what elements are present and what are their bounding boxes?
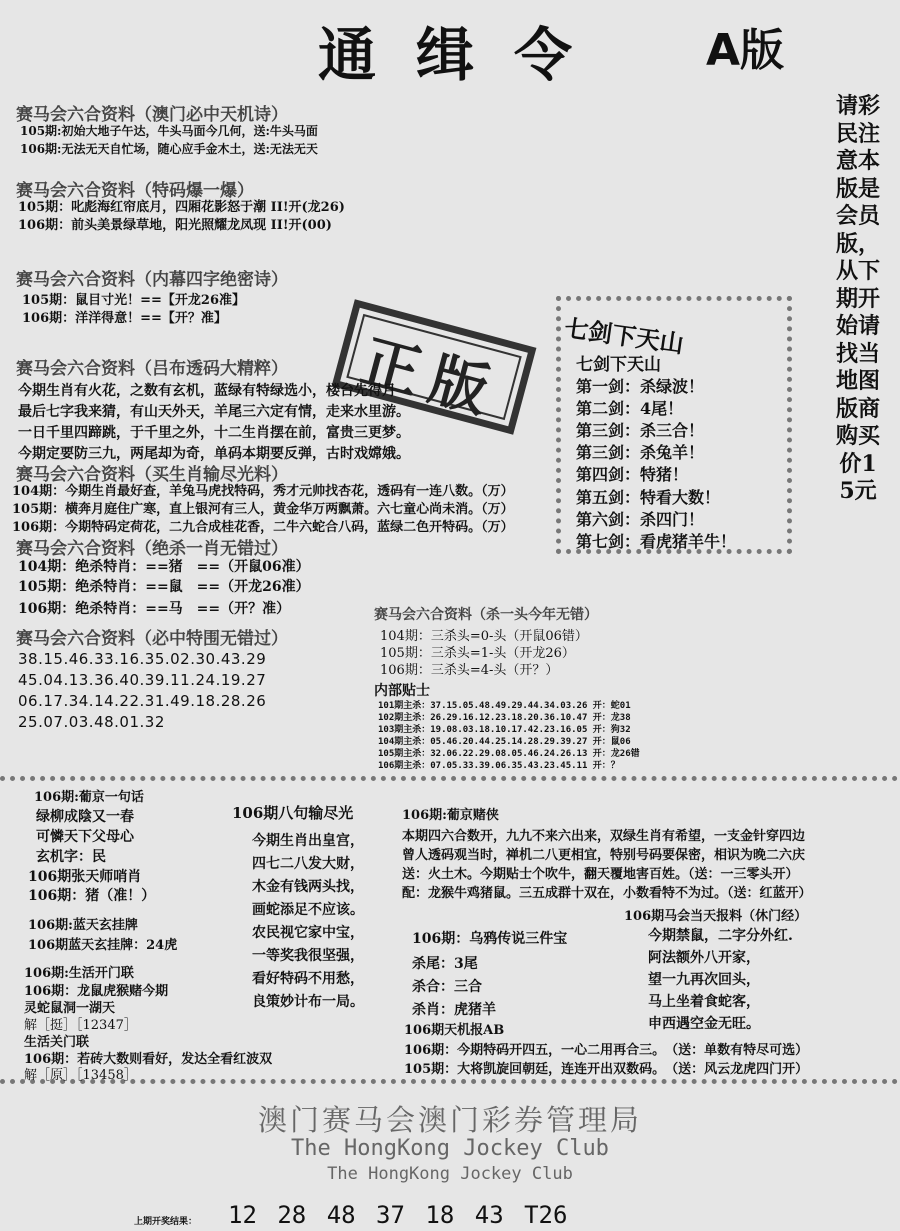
killone-line: 105期：绝杀特肖：==鼠 ==（开龙26准） (18, 579, 310, 595)
eight-line: 农民视它家中宝， (252, 925, 364, 941)
member-notice: 请彩民注意本版是会员版，从下期开始请找当地图版商购买价15元 (836, 93, 881, 504)
sword-item: 第五剑：特看大数！ (576, 488, 721, 507)
sword-item: 第三剑：杀三合！ (576, 421, 705, 440)
number-row: 45.04.13.36.40.39.11.24.19.27 (18, 671, 267, 689)
divider-line (0, 776, 898, 781)
section-title-special: 赛马会六合资料（特码爆一爆） (16, 181, 254, 201)
number-row: 25.07.03.48.01.32 (18, 713, 165, 731)
gambler-line: 曾人透码观当时，禅机二八更相宜，特别号码要保密，相识为晚二六庆 (402, 848, 806, 863)
secret-line: 105期：鼠目寸光！==【开龙26准】 (22, 293, 246, 308)
sword-item: 第一剑：杀绿波！ (576, 377, 705, 396)
insider-line: 106期主杀：07.05.33.39.06.35.43.23.45.11 开：？ (378, 761, 620, 771)
jockey-line: 申西遇空金无旺。 (648, 1016, 760, 1032)
sword-item: 第四剑：特猪！ (576, 465, 689, 484)
insider-title: 内部贴士 (374, 683, 430, 699)
special-line: 105期：叱彪海红帘底月，四厢花影怒于潮 II!开(龙26) (18, 200, 345, 215)
eight-line: 今期生肖出皇宫， (252, 833, 364, 849)
edition-label: A版 (706, 25, 785, 76)
tianji-title: 106期天机报AB (404, 1023, 505, 1038)
open-door-answer: 解［挺］［12347］ (24, 1018, 137, 1033)
zhang-line: 106期：猪（准！） (28, 888, 156, 904)
sword-item: 第六剑：杀四门！ (576, 510, 705, 529)
close-door-title: 生活关门联 (24, 1035, 90, 1050)
killhead-line: 104期：三杀头=0-头（开鼠06错） (380, 629, 588, 644)
section-title-lubu: 赛马会六合资料（吕布透码大精粹） (16, 359, 288, 379)
section-title-poem: 赛马会六合资料（澳门必中天机诗） (16, 105, 288, 125)
lubu-line: 今期定要防三九，两尾却为奇，单码本期要反弹，古时戏嫦娥。 (18, 446, 410, 462)
eight-line: 木金有钱两头找， (252, 879, 364, 895)
capital-line: 绿柳成陰又一春 (36, 809, 134, 825)
poem-line: 105期:初始大地子午达，牛头马面今几何，送:牛头马面 (20, 124, 318, 138)
crow-line: 杀尾：3尾 (412, 956, 478, 972)
seven-swords-title: 七剑下天山 (562, 314, 686, 359)
capital-title: 106期:葡京一句话 (34, 790, 144, 805)
jockey-line: 马上坐着食蛇客， (648, 994, 760, 1010)
killhead-line: 105期：三杀头=1-头（开龙26） (380, 646, 575, 661)
eight-lines-title: 106期八句输尽光 (232, 804, 354, 822)
zhang-title: 106期张天师哨肖 (28, 869, 142, 885)
zodiac-line: 105期：横奔月庭住广寒，直上银河有三人，黄金华万两飘萧。六七童心尚未消。（万） (12, 502, 514, 517)
insider-line: 102期主杀：26.29.16.12.23.18.20.36.10.47 开：龙38 (378, 713, 631, 723)
eight-line: 画蛇添足不应该。 (252, 902, 364, 918)
open-door-line: 106期：龙鼠虎猴赌今期 (24, 984, 169, 999)
lubu-line: 最后七字我来猜，有山天外天，羊尾三六定有情，走来水里游。 (18, 404, 410, 420)
sword-item: 第二剑：4尾！ (576, 399, 684, 418)
section-title-secret: 赛马会六合资料（内幕四字绝密诗） (16, 270, 288, 290)
jockey-line: 望一九再次回头， (648, 972, 760, 988)
insider-line: 101期主杀：37.15.05.48.49.29.44.34.03.26 开：蛇01 (378, 701, 631, 711)
tianji-line: 105期：大将凯旋回朝廷，连连开出双数码。 （送：风云龙虎四门开） (404, 1062, 809, 1077)
capital-line: 可憐天下父母心 (36, 829, 134, 845)
close-door-answer: 解［原］［13458］ (24, 1068, 137, 1083)
result-numbers: 12 28 48 37 18 43 T26 (228, 1201, 568, 1229)
seven-swords-subtitle: 七剑下天山 (576, 355, 661, 375)
open-door-title: 106期:生活开门联 (24, 966, 134, 981)
lubu-line: 今期生肖有火花，之数有玄机，蓝绿有特绿选小，楼台先得月 (18, 383, 396, 399)
sword-item: 第七剑：看虎猪羊牛！ (576, 532, 737, 551)
lantian-line: 106期蓝天玄挂牌：24虎 (28, 938, 178, 953)
lubu-line: 一日千里四蹄跳，于千里之外，十二生肖摆在前，富贵三更梦。 (18, 425, 410, 441)
eight-line: 四七二八发大财， (252, 856, 364, 872)
eight-line: 良策妙计布一局。 (252, 994, 364, 1010)
gambler-title: 106期:葡京赌侠 (402, 808, 499, 823)
secret-line: 106期：洋洋得意！==【开？准】 (22, 311, 227, 326)
footer-org: 澳门赛马会澳门彩券管理局 (257, 1103, 642, 1137)
jockey-title: 106期马会当天报料（休门经） (624, 909, 808, 924)
zodiac-line: 106期：今期特码定荷花，二九合成桂花香，二牛六蛇合八码，蓝绿二色开特码。（万） (12, 520, 514, 535)
jockey-line: 今期禁鼠，二字分外红. (648, 928, 793, 944)
section-title-numbers: 赛马会六合资料（必中特围无错过） (16, 629, 288, 649)
insider-line: 103期主杀：19.08.03.18.10.17.42.23.16.05 开：狗32 (378, 725, 631, 735)
footer-english-small: The HongKong Jockey Club (327, 1164, 573, 1184)
insider-line: 104期主杀：05.46.20.44.25.14.28.29.39.27 开：鼠06 (378, 737, 631, 747)
section-title-zodiac: 赛马会六合资料（买生肖输尽光料） (16, 465, 288, 485)
lantian-title: 106期:蓝天玄挂牌 (28, 918, 138, 933)
jockey-line: 阿法额外八开家， (648, 950, 760, 966)
result-label: 上期开奖结果： (134, 1217, 198, 1227)
sword-item: 第三剑：杀兔羊！ (576, 443, 705, 462)
capital-line: 玄机字：民 (36, 849, 106, 865)
gambler-line: 配：龙猴牛鸡猪鼠。三五成群十双在，小数看特不为过。（送：红蓝开） (402, 886, 812, 901)
gambler-line: 送：火土木。今期贴士个吹牛，翻天覆地害百姓。（送：一三零头开） (402, 867, 799, 882)
gambler-line: 本期四六合数开，九九不来六出来，双绿生肖有希望，一支金针穿四边 (402, 829, 806, 844)
tianji-line: 106期：今期特码开四五，一心二用再合三。 （送：单数有特尽可选） (404, 1043, 809, 1058)
number-row: 38.15.46.33.16.35.02.30.43.29 (18, 650, 267, 668)
section-title-killhead: 赛马会六合资料（杀一头今年无错） (374, 607, 598, 623)
insider-line: 105期主杀：32.06.22.29.08.05.46.24.26.13 开：龙26错 (378, 749, 640, 759)
section-title-killone: 赛马会六合资料（绝杀一肖无错过） (16, 539, 288, 559)
zodiac-line: 104期：今期生肖最好查，羊兔马虎找特码，秀才元帅找杏花，透码有一连八数。（万） (12, 484, 514, 499)
crow-line: 杀合：三合 (412, 979, 482, 995)
killhead-line: 106期：三杀头=4-头（开？） (380, 663, 559, 678)
poem-line: 106期:无法无天自忙场，随心应手金木土，送:无法无天 (20, 142, 318, 156)
eight-line: 看好特码不用愁， (252, 971, 364, 987)
special-line: 106期：前头美景绿草地，阳光照耀龙凤现 II!开(00) (18, 218, 332, 233)
page-title: 通缉令 (318, 21, 613, 89)
number-row: 06.17.34.14.22.31.49.18.28.26 (18, 692, 267, 710)
stamp-text: 正版 (354, 326, 508, 429)
close-door-line: 106期：若砖大数则看好，发达全看红波双 (24, 1052, 273, 1067)
killone-line: 104期：绝杀特肖：==猪 ==（开鼠06准） (18, 559, 310, 575)
eight-line: 一等奖我很坚强， (252, 948, 364, 964)
killone-line: 106期：绝杀特肖：==马 ==（开？准） (18, 601, 291, 617)
footer-english: The HongKong Jockey Club (291, 1136, 609, 1161)
open-door-line: 灵蛇鼠洞一湖天 (24, 1001, 116, 1016)
crow-title: 106期：乌鸦传说三件宝 (412, 931, 568, 947)
crow-line: 杀肖：虎猪羊 (412, 1002, 496, 1018)
